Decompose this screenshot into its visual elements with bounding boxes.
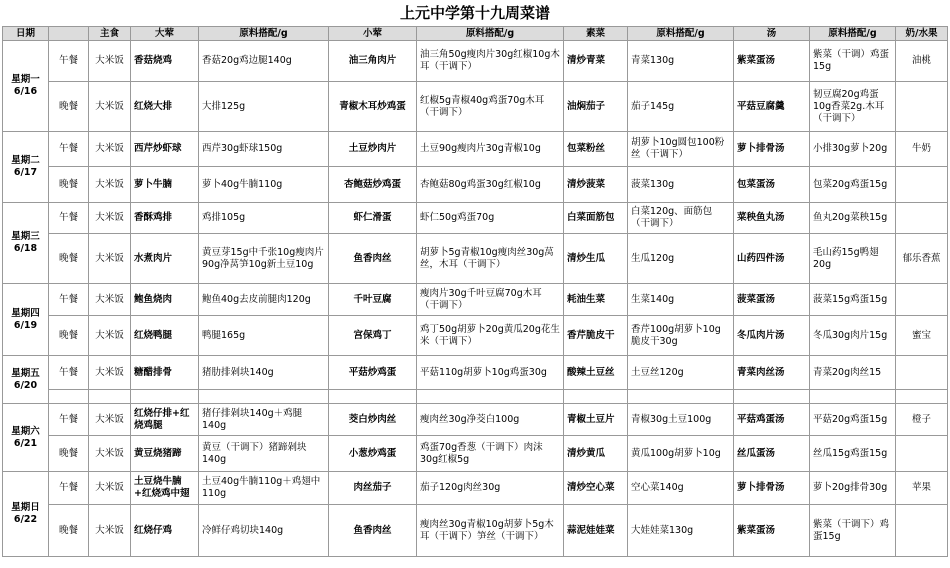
day-name: 星期三 — [11, 231, 40, 242]
soup-ingredients-cell: 萝卜20g排骨30g — [810, 472, 896, 505]
main-ingredients-cell: 冷鲜仔鸡切块140g — [199, 505, 329, 557]
side-dish-cell: 鱼香肉丝 — [329, 234, 417, 284]
main-dish-cell: 红烧大排 — [131, 82, 199, 132]
table-row — [3, 505, 948, 557]
main-dish-cell: 西芹炒虾球 — [131, 132, 199, 167]
day-cell — [3, 472, 49, 557]
soup-ingredients-cell: 韧豆腐20g鸡蛋10g香菜2g.木耳（干调下） — [810, 82, 896, 132]
soup-cell: 菜秧鱼丸汤 — [734, 203, 810, 234]
side-dish-cell: 青椒木耳炒鸡蛋 — [329, 82, 417, 132]
main-ingredients-cell: 猪仔排剁块140g＋鸡腿140g — [199, 404, 329, 436]
soup-ingredients-cell: 毛山药15g鸭翅20g — [810, 234, 896, 284]
table-row — [3, 82, 948, 132]
soup-cell: 平菇豆腐羹 — [734, 82, 810, 132]
side-ingredients-cell: 平菇110g胡萝卜10g鸡蛋30g — [417, 356, 564, 390]
meal-cell: 午餐 — [49, 356, 89, 390]
header-vegetable: 素菜 — [564, 27, 628, 41]
side-dish-cell: 杏鲍菇炒鸡蛋 — [329, 167, 417, 203]
soup-cell: 平菇鸡蛋汤 — [734, 404, 810, 436]
side-ingredients-cell — [417, 390, 564, 404]
day-cell — [3, 284, 49, 356]
vegetable-ingredients-cell: 白菜120g、面筋包（干调下） — [628, 203, 734, 234]
fruit-cell: 橙子 — [896, 404, 948, 436]
side-dish-cell: 虾仁滑蛋 — [329, 203, 417, 234]
side-ingredients-cell: 红椒5g青椒40g鸡蛋70g木耳（干调下） — [417, 82, 564, 132]
vegetable-ingredients-cell: 菠菜130g — [628, 167, 734, 203]
meal-cell: 午餐 — [49, 41, 89, 82]
fruit-cell — [896, 167, 948, 203]
staple-cell: 大米饭 — [89, 41, 131, 82]
table-row — [3, 284, 948, 316]
soup-cell: 包菜蛋汤 — [734, 167, 810, 203]
main-dish-cell: 香酥鸡排 — [131, 203, 199, 234]
vegetable-ingredients-cell: 青椒30g土豆100g — [628, 404, 734, 436]
side-dish-cell: 平菇炒鸡蛋 — [329, 356, 417, 390]
vegetable-cell: 油焖茄子 — [564, 82, 628, 132]
fruit-cell — [896, 356, 948, 390]
side-ingredients-cell: 鸡蛋70g香葱（干调下）肉沫30g红椒5g — [417, 436, 564, 472]
table-row — [3, 167, 948, 203]
vegetable-ingredients-cell: 生菜140g — [628, 284, 734, 316]
header-soup: 汤 — [734, 27, 810, 41]
main-dish-cell — [131, 390, 199, 404]
vegetable-cell: 白菜面筋包 — [564, 203, 628, 234]
soup-ingredients-cell: 菠菜15g鸡蛋15g — [810, 284, 896, 316]
vegetable-cell: 清炒生瓜 — [564, 234, 628, 284]
main-dish-cell: 萝卜牛腩 — [131, 167, 199, 203]
day-cell — [3, 356, 49, 404]
soup-cell: 山药四件汤 — [734, 234, 810, 284]
side-dish-cell: 千叶豆腐 — [329, 284, 417, 316]
fruit-cell — [896, 390, 948, 404]
main-ingredients-cell: 鲍鱼40g去皮前腿肉120g — [199, 284, 329, 316]
day-date: 6/17 — [13, 167, 38, 178]
staple-cell: 大米饭 — [89, 167, 131, 203]
header-row — [3, 27, 948, 41]
main-ingredients-cell: 土豆40g牛腩110g＋鸡翅中110g — [199, 472, 329, 505]
fruit-cell: 牛奶 — [896, 132, 948, 167]
main-dish-cell: 红烧鸭腿 — [131, 316, 199, 356]
vegetable-ingredients-cell: 香芹100g胡萝卜10g脆皮干30g — [628, 316, 734, 356]
side-dish-cell: 鱼香肉丝 — [329, 505, 417, 557]
table-row — [3, 404, 948, 436]
fruit-cell — [896, 505, 948, 557]
header-date: 日期 — [3, 27, 49, 41]
vegetable-cell: 清炒空心菜 — [564, 472, 628, 505]
day-date: 6/19 — [13, 319, 38, 331]
staple-cell: 大米饭 — [89, 505, 131, 557]
day-name: 星期日 — [11, 502, 40, 513]
day-date: 6/20 — [13, 379, 38, 391]
side-dish-cell: 小葱炒鸡蛋 — [329, 436, 417, 472]
meal-cell: 午餐 — [49, 203, 89, 234]
fruit-cell — [896, 436, 948, 472]
vegetable-ingredients-cell: 青菜130g — [628, 41, 734, 82]
vegetable-cell: 清炒青菜 — [564, 41, 628, 82]
staple-cell: 大米饭 — [89, 203, 131, 234]
table-row — [3, 316, 948, 356]
table-row — [3, 132, 948, 167]
main-dish-cell: 红烧仔鸡 — [131, 505, 199, 557]
fruit-cell: 油桃 — [896, 41, 948, 82]
side-dish-cell: 宫保鸡丁 — [329, 316, 417, 356]
staple-cell: 大米饭 — [89, 284, 131, 316]
header-side-dish: 小荤 — [329, 27, 417, 41]
table-row — [3, 203, 948, 234]
side-ingredients-cell: 鸡丁50g胡萝卜20g黄瓜20g花生米（干调下） — [417, 316, 564, 356]
soup-cell: 青菜肉丝汤 — [734, 356, 810, 390]
vegetable-cell: 清炒黄瓜 — [564, 436, 628, 472]
meal-cell: 午餐 — [49, 472, 89, 505]
side-ingredients-cell: 胡萝卜5g青椒10g瘦肉丝30g莴丝，木耳（干调下） — [417, 234, 564, 284]
side-ingredients-cell: 油三角50g瘦肉片30g红椒10g木耳（干调下） — [417, 41, 564, 82]
side-ingredients-cell: 虾仁50g鸡蛋70g — [417, 203, 564, 234]
soup-cell: 丝瓜蛋汤 — [734, 436, 810, 472]
soup-cell — [734, 390, 810, 404]
soup-cell: 菠菜蛋汤 — [734, 284, 810, 316]
staple-cell: 大米饭 — [89, 82, 131, 132]
meal-cell: 午餐 — [49, 132, 89, 167]
main-ingredients-cell: 大排125g — [199, 82, 329, 132]
side-ingredients-cell: 瘦肉片30g千叶豆腐70g木耳（干调下） — [417, 284, 564, 316]
vegetable-ingredients-cell: 空心菜140g — [628, 472, 734, 505]
header-vegetable-ingredients: 原料搭配/g — [628, 27, 734, 41]
main-ingredients-cell: 香菇20g鸡边腿140g — [199, 41, 329, 82]
fruit-cell: 苹果 — [896, 472, 948, 505]
staple-cell: 大米饭 — [89, 132, 131, 167]
vegetable-cell — [564, 390, 628, 404]
day-name: 星期一 — [11, 74, 40, 85]
vegetable-ingredients-cell — [628, 390, 734, 404]
day-date: 6/22 — [13, 514, 38, 525]
soup-ingredients-cell: 冬瓜30g肉片15g — [810, 316, 896, 356]
day-name: 星期五 — [11, 367, 40, 379]
vegetable-cell: 包菜粉丝 — [564, 132, 628, 167]
vegetable-ingredients-cell: 大娃娃菜130g — [628, 505, 734, 557]
table-row — [3, 436, 948, 472]
main-dish-cell: 土豆烧牛腩+红烧鸡中翅 — [131, 472, 199, 505]
meal-cell: 晚餐 — [49, 316, 89, 356]
soup-ingredients-cell: 鱼丸20g菜秧15g — [810, 203, 896, 234]
vegetable-cell: 青椒土豆片 — [564, 404, 628, 436]
meal-cell — [49, 390, 89, 404]
soup-ingredients-cell: 丝瓜15g鸡蛋15g — [810, 436, 896, 472]
soup-cell: 萝卜排骨汤 — [734, 132, 810, 167]
fruit-cell: 蜜宝 — [896, 316, 948, 356]
main-dish-cell: 鲍鱼烧肉 — [131, 284, 199, 316]
header-milk-fruit: 奶/水果 — [896, 27, 948, 41]
staple-cell: 大米饭 — [89, 472, 131, 505]
main-ingredients-cell: 西芹30g虾球150g — [199, 132, 329, 167]
soup-cell: 萝卜排骨汤 — [734, 472, 810, 505]
main-ingredients-cell: 萝卜40g牛腩110g — [199, 167, 329, 203]
table-row — [3, 41, 948, 82]
soup-ingredients-cell: 小排30g萝卜20g — [810, 132, 896, 167]
day-date: 6/21 — [13, 437, 38, 449]
staple-cell — [89, 390, 131, 404]
vegetable-cell: 香芹脆皮干 — [564, 316, 628, 356]
day-cell — [3, 404, 49, 472]
staple-cell: 大米饭 — [89, 234, 131, 284]
fruit-cell — [896, 82, 948, 132]
vegetable-ingredients-cell: 胡萝卜10g圆包100粉丝（干调下） — [628, 132, 734, 167]
main-ingredients-cell: 鸭腿165g — [199, 316, 329, 356]
header-meal — [49, 27, 89, 41]
vegetable-ingredients-cell: 黄瓜100g胡萝卜10g — [628, 436, 734, 472]
table-row — [3, 234, 948, 284]
vegetable-ingredients-cell: 茄子145g — [628, 82, 734, 132]
day-cell — [3, 132, 49, 203]
meal-cell: 晚餐 — [49, 505, 89, 557]
soup-cell: 冬瓜肉片汤 — [734, 316, 810, 356]
day-cell — [3, 41, 49, 132]
header-side-ingredients: 原料搭配/g — [417, 27, 564, 41]
fruit-cell — [896, 284, 948, 316]
day-name: 星期二 — [11, 155, 40, 166]
side-ingredients-cell: 茄子120g肉丝30g — [417, 472, 564, 505]
menu-table — [2, 26, 948, 557]
side-ingredients-cell: 瘦肉丝30g青椒10g胡萝卜5g木耳（干调下）笋丝（干调下） — [417, 505, 564, 557]
table-row — [3, 472, 948, 505]
main-ingredients-cell: 黄豆芽15g中千张10g瘦肉片90g净莴笋10g新土豆10g — [199, 234, 329, 284]
meal-cell: 晚餐 — [49, 82, 89, 132]
fruit-cell: 郁乐香蕉 — [896, 234, 948, 284]
main-ingredients-cell: 黄豆（干调下）猪蹄剁块140g — [199, 436, 329, 472]
main-ingredients-cell: 猪肋排剁块140g — [199, 356, 329, 390]
meal-cell: 午餐 — [49, 404, 89, 436]
soup-ingredients-cell — [810, 390, 896, 404]
day-date: 6/18 — [13, 243, 38, 254]
soup-ingredients-cell: 紫菜（干调）鸡蛋15g — [810, 41, 896, 82]
soup-cell: 紫菜蛋汤 — [734, 505, 810, 557]
vegetable-cell: 酸辣土豆丝 — [564, 356, 628, 390]
side-dish-cell: 油三角肉片 — [329, 41, 417, 82]
header-soup-ingredients: 原料搭配/g — [810, 27, 896, 41]
side-dish-cell — [329, 390, 417, 404]
main-dish-cell: 糖醋排骨 — [131, 356, 199, 390]
day-date: 6/16 — [13, 86, 38, 97]
meal-cell: 晚餐 — [49, 234, 89, 284]
table-row — [3, 356, 948, 390]
main-dish-cell: 黄豆烧猪蹄 — [131, 436, 199, 472]
vegetable-cell: 清炒菠菜 — [564, 167, 628, 203]
side-ingredients-cell: 瘦肉丝30g净茭白100g — [417, 404, 564, 436]
meal-cell: 午餐 — [49, 284, 89, 316]
vegetable-ingredients-cell: 生瓜120g — [628, 234, 734, 284]
side-dish-cell: 土豆炒肉片 — [329, 132, 417, 167]
header-main-ingredients: 原料搭配/g — [199, 27, 329, 41]
soup-ingredients-cell: 紫菜（干调下）鸡蛋15g — [810, 505, 896, 557]
staple-cell: 大米饭 — [89, 316, 131, 356]
soup-ingredients-cell: 包菜20g鸡蛋15g — [810, 167, 896, 203]
meal-cell: 晚餐 — [49, 167, 89, 203]
soup-cell: 紫菜蛋汤 — [734, 41, 810, 82]
staple-cell: 大米饭 — [89, 436, 131, 472]
main-dish-cell: 香菇烧鸡 — [131, 41, 199, 82]
fruit-cell — [896, 203, 948, 234]
main-ingredients-cell — [199, 390, 329, 404]
header-staple: 主食 — [89, 27, 131, 41]
menu-title: 上元中学第十九周菜谱 — [399, 4, 550, 22]
side-ingredients-cell: 土豆90g瘦肉片30g青椒10g — [417, 132, 564, 167]
meal-cell: 晚餐 — [49, 436, 89, 472]
header-main-dish: 大荤 — [131, 27, 199, 41]
side-ingredients-cell: 杏鲍菇80g鸡蛋30g红椒10g — [417, 167, 564, 203]
side-dish-cell: 茭白炒肉丝 — [329, 404, 417, 436]
day-cell — [3, 203, 49, 284]
staple-cell: 大米饭 — [89, 356, 131, 390]
vegetable-ingredients-cell: 土豆丝120g — [628, 356, 734, 390]
main-dish-cell: 水煮肉片 — [131, 234, 199, 284]
day-name: 星期四 — [11, 307, 40, 319]
vegetable-cell: 耗油生菜 — [564, 284, 628, 316]
staple-cell: 大米饭 — [89, 404, 131, 436]
side-dish-cell: 肉丝茄子 — [329, 472, 417, 505]
main-ingredients-cell: 鸡排105g — [199, 203, 329, 234]
vegetable-cell: 蒜泥娃娃菜 — [564, 505, 628, 557]
day-name: 星期六 — [11, 425, 40, 437]
main-dish-cell: 红烧仔排+红烧鸡腿 — [131, 404, 199, 436]
table-row — [3, 390, 948, 404]
soup-ingredients-cell: 平菇20g鸡蛋15g — [810, 404, 896, 436]
soup-ingredients-cell: 青菜20g肉丝15 — [810, 356, 896, 390]
